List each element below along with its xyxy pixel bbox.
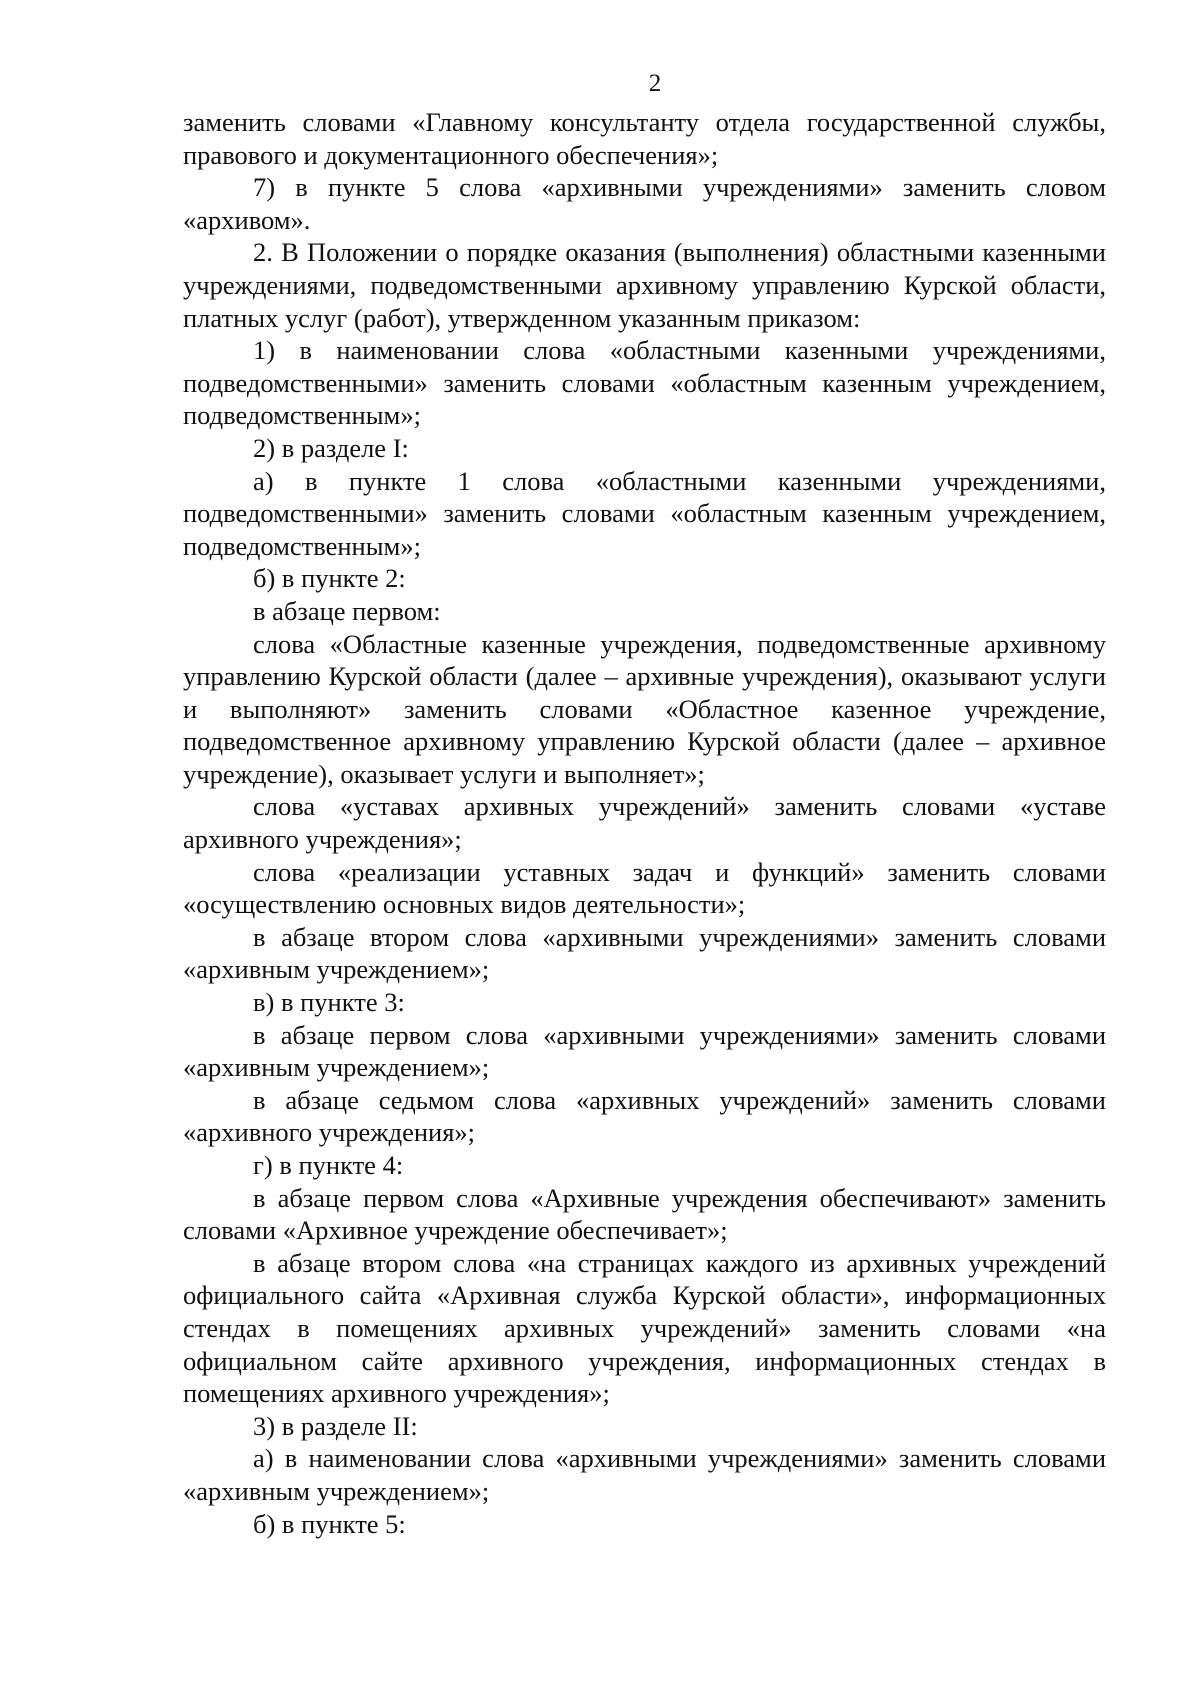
paragraph: 2. В Положении о порядке оказания (выполнения) областными казенными учреждениями, подведомственными архивному управлению Курской области, платных услуг (работ), утвержденном указанным приказом: — [183, 237, 1106, 333]
paragraph: слова «Областные казенные учреждения, подведомственные архивному управлению Курской области (далее – архивные учреждения), оказывают услуги и выполняют» заменить словами «Областное казенное учреждение, подведомственное архивному управлению Курской области (далее – архивное учреждение), оказывает услуги и выполняет»; — [183, 628, 1106, 789]
paragraph: заменить словами «Главному консультанту отдела государственной службы, правового и документационного обеспечения»; — [183, 107, 1106, 170]
paragraph: 3) в разделе II: — [253, 1410, 418, 1441]
paragraph: в абзаце первом: — [253, 595, 441, 626]
paragraph: в) в пункте 3: — [253, 987, 405, 1018]
paragraph: слова «реализации уставных задач и функций» заменить словами «осуществлению основных видов деятельности»; — [183, 856, 1106, 920]
paragraph: а) в пункте 1 слова «областными казенными учреждениями, подведомственными» заменить словами «областным казенным учреждением, подведомственным»; — [183, 465, 1106, 561]
paragraph: г) в пункте 4: — [253, 1150, 404, 1180]
paragraph: 7) в пункте 5 слова «архивными учреждениями» заменить словом «архивом». — [183, 172, 1106, 235]
paragraph: в абзаце седьмом слова «архивных учреждений» заменить словами «архивного учреждения»; — [183, 1084, 1106, 1148]
page-number: 2 — [648, 70, 662, 97]
paragraph: в абзаце первом слова «Архивные учреждения обеспечивают» заменить словами «Архивное учреждение обеспечивает»; — [183, 1182, 1106, 1246]
paragraph: в абзаце первом слова «архивными учреждениями» заменить словами «архивным учреждением»; — [183, 1019, 1106, 1083]
paragraph: 1) в наименовании слова «областными казенными учреждениями, подведомственными» заменить словами «областным казенным учреждением, подведомственным»; — [183, 335, 1106, 431]
paragraph: в абзаце втором слова «архивными учреждениями» заменить словами «архивным учреждением»; — [183, 921, 1106, 985]
paragraph: 2) в разделе I: — [253, 432, 409, 463]
document-body — [183, 106, 1106, 1540]
paragraph: а) в наименовании слова «архивными учреждениями» заменить словами «архивным учреждением»; — [183, 1443, 1106, 1506]
paragraph: б) в пункте 2: — [253, 563, 406, 594]
paragraph: в абзаце втором слова «на страницах каждого из архивных учреждений официального сайта «Архивная служба Курской области», информационных стендах в помещениях архивных учреждений» заменить словами «на официальном сайте архивного учреждения, информационных стендах в помещениях архивного учреждения»; — [183, 1247, 1106, 1409]
paragraph: слова «уставах архивных учреждений» заменить словами «уставе архивного учреждения»; — [183, 791, 1106, 855]
paragraph: б) в пункте 5: — [253, 1508, 406, 1539]
